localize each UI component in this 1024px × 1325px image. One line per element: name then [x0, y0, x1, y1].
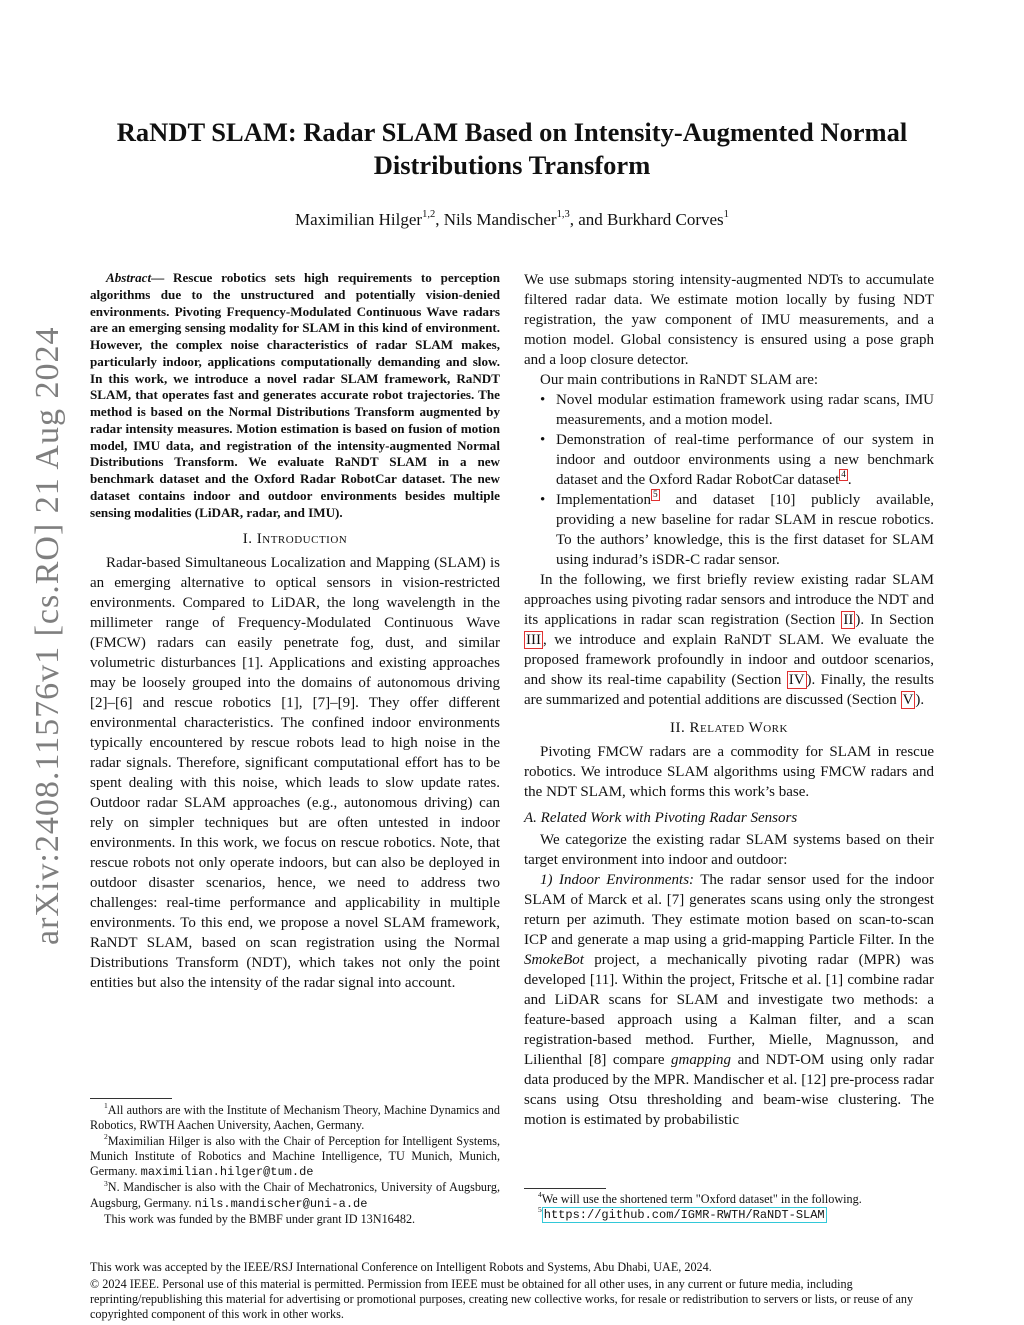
author-list	[90, 210, 934, 230]
footnote	[524, 1207, 934, 1223]
right-column	[524, 270, 934, 1130]
section-heading-related-work: II. Related Work	[670, 720, 788, 736]
author-affiliation: 1	[723, 209, 729, 221]
indoor-text: The radar sensor used for the indoor SLAM of Marck et al. [7] generates scans using only the strongest return per azimuth. They estimate motion based on scan-to-scan ICP and generate a map using a grid-mapping Particle Filter. In the	[524, 872, 934, 948]
subsection-heading: A. Related Work with Pivoting Radar Sensors	[524, 810, 798, 826]
abstract-text: — Rescue robotics sets high requirements to perception algorithms due to the unstructured and potentially vision-denied environments. Pivoting Frequency-Modulated Continuous Wave radars are an emerging sensing modality for SLAM in this kind of environment. However, the complex noise characteristics of radar SLAM makes, particularly indoor, applications computationally demanding and slow. In this work, we introduce a novel radar SLAM framework, RaNDT SLAM, that operates fast and generates accurate robot trajectories. The method is based on the Normal Distributions Transform augmented by radar intensity measures. Motion estimation is based on fusion of motion model, IMU data, and registration of the intensity-augmented Normal Distributions Transform. We evaluate RaNDT SLAM in a new benchmark dataset and the Oxford Radar RobotCar dataset. The new dataset contains indoor and outdoor environments besides multiple sensing modalities (LiDAR, radar, and IMU).	[90, 270, 500, 520]
email-link[interactable]: maximilian.hilger@tum.de	[140, 1165, 314, 1180]
overview-text: ). In Section	[855, 612, 934, 628]
contribution-text: Demonstration of real-time performance of our system in indoor and outdoor environments using a new benchmark dataset and the Oxford Radar RobotCar dataset	[556, 432, 934, 488]
list-item	[540, 430, 934, 490]
intro-continuation: We use submaps storing intensity-augmented NDTs to accumulate filtered radar data. We estimate motion locally by fusing NDT registration, the yaw component of IMU measurements, and a motion model. Global consistency is ensured using a pose graph and a loop closure detector.	[524, 272, 934, 368]
footnotes-right	[524, 1192, 934, 1224]
footnote-mark: 2	[104, 1131, 108, 1141]
title-line-1: RaNDT SLAM: Radar SLAM Based on Intensity-Augmented Normal	[116, 117, 908, 147]
contribution-text: Implementation	[556, 492, 651, 508]
footnote-text: Maximilian Hilger is also with the Chair of Perception for Intelligent Systems, Munich Institute of Robotics and Machine Intelligence, TU Munich, Munich, Germany.	[90, 1133, 500, 1179]
footnotes-left	[90, 1103, 500, 1227]
footnote	[90, 1131, 500, 1181]
footnote-text: We will use the shortened term "Oxford dataset" in the following.	[541, 1192, 862, 1206]
footnote-mark: 1	[104, 1101, 108, 1111]
paper-title	[90, 116, 934, 182]
abstract-label: Abstract	[106, 270, 152, 285]
footnote	[90, 1180, 500, 1212]
overview-text: ).	[915, 692, 925, 708]
author-name: Nils Mandischer	[443, 210, 557, 229]
author-affiliation: 1,2	[422, 209, 436, 221]
project-name: SmokeBot	[524, 952, 584, 968]
author-name: Burkhard Corves	[607, 210, 724, 229]
copyright-notice: © 2024 IEEE. Personal use of this material is permitted. Permission from IEEE must be obtained for all other uses, in any current or future media, including reprinting/republishing this material for advertising or promotional purposes, creating new collective works, for resale or redistribution to servers or lists, or reuse of any copyrighted component of this work in other works.	[90, 1277, 914, 1321]
contribution-text: .	[847, 472, 852, 488]
related-work-intro: Pivoting FMCW radars are a commodity for SLAM in rescue robotics. We introduce SLAM algorithms using FMCW radars and the NDT SLAM, which forms this work’s base.	[524, 744, 934, 800]
overview-text: ). Finally, the results are summarized and potential additions are discussed (Section	[524, 672, 935, 708]
footnote-ref-link[interactable]: 4	[841, 470, 846, 481]
indoor-text: and NDT-OM using only radar data produced by the MPR. Mandischer et al. [12] pre-process radar scans using Otsu thresholding and beam-wise clustering. The motion is estimated by probabilistic	[524, 1052, 934, 1128]
arxiv-identifier: arXiv:2408.11576v1 [cs.RO] 21 Aug 2024	[29, 326, 66, 945]
list-item	[540, 390, 934, 430]
section-heading-introduction: I. Introduction	[242, 531, 348, 548]
software-name: gmapping	[671, 1052, 732, 1068]
overview-paragraph	[524, 570, 934, 710]
footnote-ref-link[interactable]: 5	[652, 490, 658, 501]
acceptance-notice: This work was accepted by the IEEE/RSJ International Conference on Intelligent Robots and Systems, Abu Dhabi, UAE, 2024.	[90, 1260, 712, 1274]
paragraph-heading: 1) Indoor Environments:	[540, 872, 695, 888]
section-ref-link[interactable]: II	[843, 612, 854, 628]
repository-link[interactable]: https://github.com/IGMR-RWTH/RaNDT-SLAM	[543, 1208, 825, 1223]
footnote-mark: 5	[538, 1205, 542, 1215]
contribution-text: and dataset [10] publicly available, providing a new baseline for radar SLAM in rescue robotics. To the authors’ knowledge, this is the first dataset for SLAM using indurad’s iSDR-C radar sensor.	[556, 492, 934, 568]
funding-note: This work was funded by the BMBF under grant ID 13N16482.	[104, 1212, 416, 1227]
footnote-text: All authors are with the Institute of Mechanism Theory, Machine Dynamics and Robotics, RWTH Aachen University, Aachen, Germany.	[90, 1103, 500, 1133]
footnote-rule	[524, 1188, 606, 1189]
author-separator: , and	[569, 210, 608, 229]
contributions-list	[524, 390, 934, 570]
title-line-2: Distributions Transform	[373, 150, 651, 180]
abstract	[90, 270, 500, 521]
introduction-paragraph: Radar-based Simultaneous Localization and Mapping (SLAM) is an emerging alternative to optical sensors in vision-restricted environments. Compared to LiDAR, the long wavelength in the millimeter range of Frequency-Modulated Continuous Wave (FMCW) radars can easily penetrate fog, dust, and similar volumetric disturbances [1]. Applications and existing approaches may be loosely grouped into the domains of autonomous driving [2]–[6] and rescue robotics [1], [7]–[9]. They offer different environmental characteristics. The confined indoor environments typically encountered by rescue robots lead to high noise in the radar signals. Therefore, significant computational effort has to be spent dealing with this noise, which leads to slow update rates. Outdoor radar SLAM approaches (e.g., autonomous driving) can rely on simpler techniques but are often untested in indoor environments. In this work, we focus on rescue robotics. Note, that rescue robots not only operate indoors, but can also be deployed in outdoor disaster scenarios, hence, we need to address two challenges: real-time performance and applicability in multiple environments. To this end, we propose a novel SLAM framework, RaNDT SLAM, based on scan registration using the Normal Distributions Transform (NDT), which takes not only the point entities but also the intensity of the radar signal into account.	[90, 555, 500, 992]
footnote-mark: 3	[104, 1178, 108, 1188]
footnote-rule	[90, 1098, 172, 1099]
left-column	[90, 270, 500, 993]
email-link[interactable]: nils.mandischer@uni-a.de	[194, 1196, 368, 1211]
contribution-text: Novel modular estimation framework using radar scans, IMU measurements, and a motion model.	[556, 392, 934, 428]
indoor-text: project, a mechanically pivoting radar (MPR) was developed [11]. Within the project, Fritsche et al. [1] combine radar and LiDAR scans for SLAM and investigate two methods: a feature-based approach using a Kalman filter, and a scan registration-based method. Further, Mielle, Magnusson, and Lilienthal [8] compare	[524, 952, 934, 1068]
section-ref-link[interactable]: IV	[788, 672, 805, 688]
indoor-paragraph	[524, 870, 934, 1130]
footnote	[524, 1192, 934, 1207]
publication-notice	[90, 1260, 934, 1322]
author-affiliation: 1,3	[556, 209, 570, 221]
list-item	[540, 490, 934, 570]
footnote-mark: 4	[538, 1190, 542, 1200]
arxiv-sidebar	[29, 326, 66, 945]
categorize-paragraph: We categorize the existing radar SLAM systems based on their target environment into indoor and outdoor:	[524, 832, 934, 868]
overview-text: , we introduce and explain RaNDT SLAM. We evaluate the proposed framework profoundly in indoor and outdoor scenarios, and show its real-time capability (Section	[524, 632, 934, 688]
author-separator: ,	[435, 210, 444, 229]
section-ref-link[interactable]: III	[526, 632, 541, 648]
author-name: Maximilian Hilger	[295, 210, 423, 229]
overview-text: In the following, we first briefly review existing radar SLAM approaches using pivoting radar sensors and introduce the NDT and its applications in radar scan registration (Section	[524, 572, 934, 628]
footnote	[90, 1103, 500, 1134]
footnote-text: N. Mandischer is also with the Chair of Mechatronics, University of Augsburg, Augsburg, Germany.	[90, 1180, 500, 1210]
contributions-lead: Our main contributions in RaNDT SLAM are:	[540, 372, 819, 388]
section-ref-link[interactable]: V	[902, 692, 914, 708]
